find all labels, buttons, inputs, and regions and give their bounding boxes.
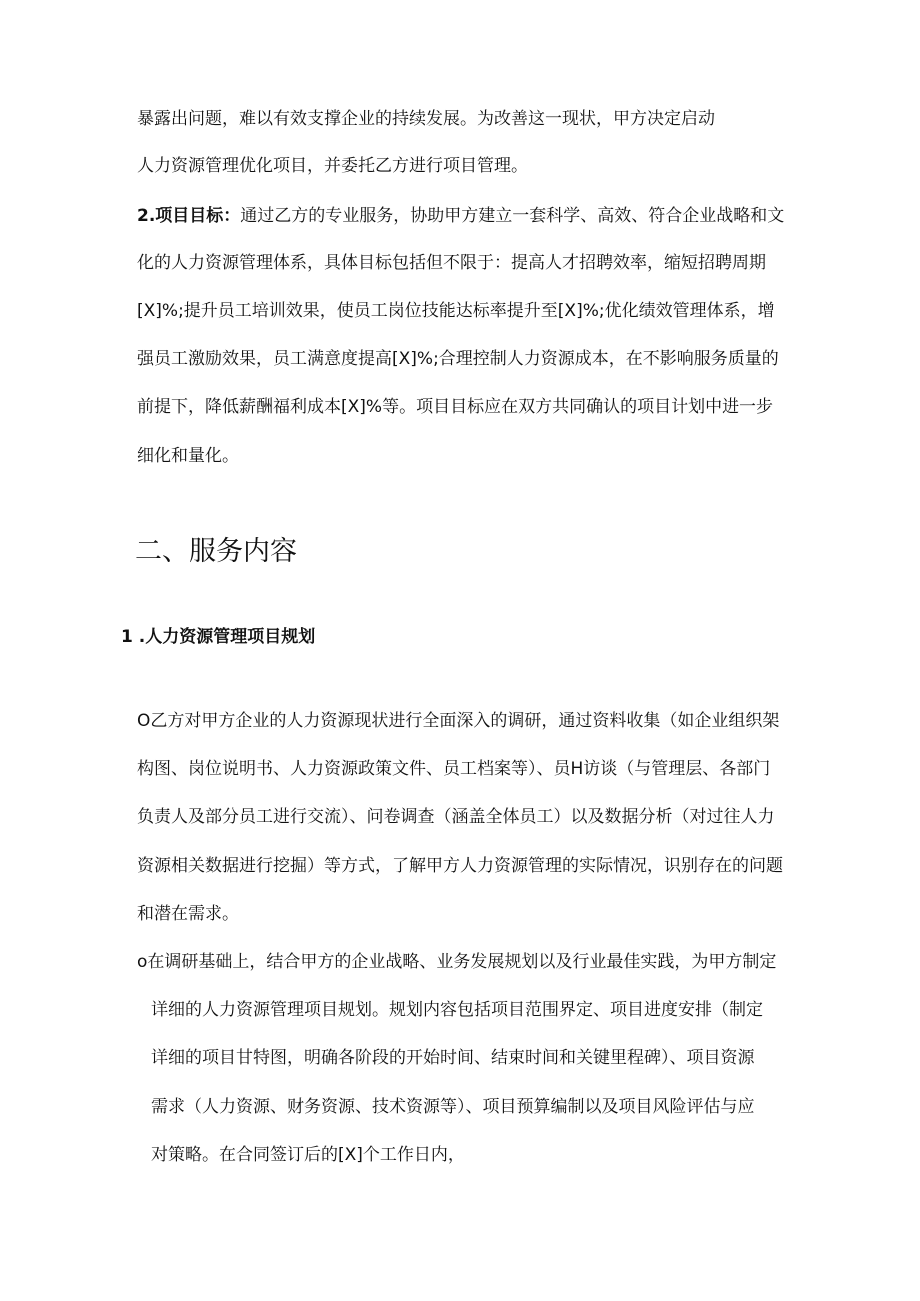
intro-line-1: 暴露出问题，难以有效支撑企业的持续发展。为改善这一现状，甲方决定启动 [137, 109, 715, 129]
subsection-title: 人力资源管理项目规划 [145, 627, 316, 647]
goal-line-4: 强员工激励效果，员工满意度提高[X]%;合理控制人力资源成本，在不影响服务质量的 [137, 349, 779, 369]
para1-line-4: 资源相关数据进行挖掘）等方式，了解甲方人力资源管理的实际情况，识别存在的问题 [137, 856, 783, 876]
para2-line-1: o在调研基础上，结合甲方的企业战略、业务发展规划以及行业最佳实践，为甲方制定 [137, 952, 777, 972]
para2-line-4: 需求（人力资源、财务资源、技术资源等）、项目预算编制以及项目风险评估与应 [151, 1097, 755, 1117]
goal-line-3: [X]%;提升员工培训效果，使员工岗位技能达标率提升至[X]%;优化绩效管理体系，增 [137, 301, 775, 321]
para2-line-3: 详细的项目甘特图，明确各阶段的开始时间、结束时间和关键里程碑）、项目资源 [151, 1048, 755, 1068]
goal-line-6: 细化和量化。 [137, 446, 239, 466]
subsection-number: 1 . [121, 627, 146, 647]
goal-line-1 [137, 205, 784, 227]
para1-line-2: 构图、岗位说明书、人力资源政策文件、员工档案等）、员H访谈（与管理层、各部门 [137, 759, 771, 779]
para1-line-1: O乙方对甲方企业的人力资源现状进行全面深入的调研，通过资料收集（如企业组织架 [137, 711, 780, 731]
subsection-heading [121, 626, 315, 648]
goal-first-line-text: 通过乙方的专业服务，协助甲方建立一套科学、高效、符合企业战略和文 [240, 206, 785, 226]
goal-label: 2.项目目标： [137, 206, 241, 226]
para2-line-5: 对策略。在合同签订后的[X]个工作日内， [151, 1145, 465, 1165]
para2-line-2: 详细的人力资源管理项目规划。规划内容包括项目范围界定、项目进度安排（制定 [151, 1000, 763, 1020]
para1-line-3: 负责人及部分员工进行交流）、问卷调查（涵盖全体员工）以及数据分析（对过往人力 [137, 807, 775, 827]
para1-line-5: 和潜在需求。 [137, 904, 239, 924]
goal-line-2: 化的人力资源管理体系，具体目标包括但不限于：提高人才招聘效率，缩短招聘周期 [137, 253, 766, 273]
goal-line-5: 前提下，降低薪酬福利成本[X]%等。项目目标应在双方共同确认的项目计划中进一步 [137, 397, 774, 417]
intro-line-2: 人力资源管理优化项目，并委托乙方进行项目管理。 [137, 156, 528, 176]
section-heading: 二、服务内容 [135, 536, 297, 567]
